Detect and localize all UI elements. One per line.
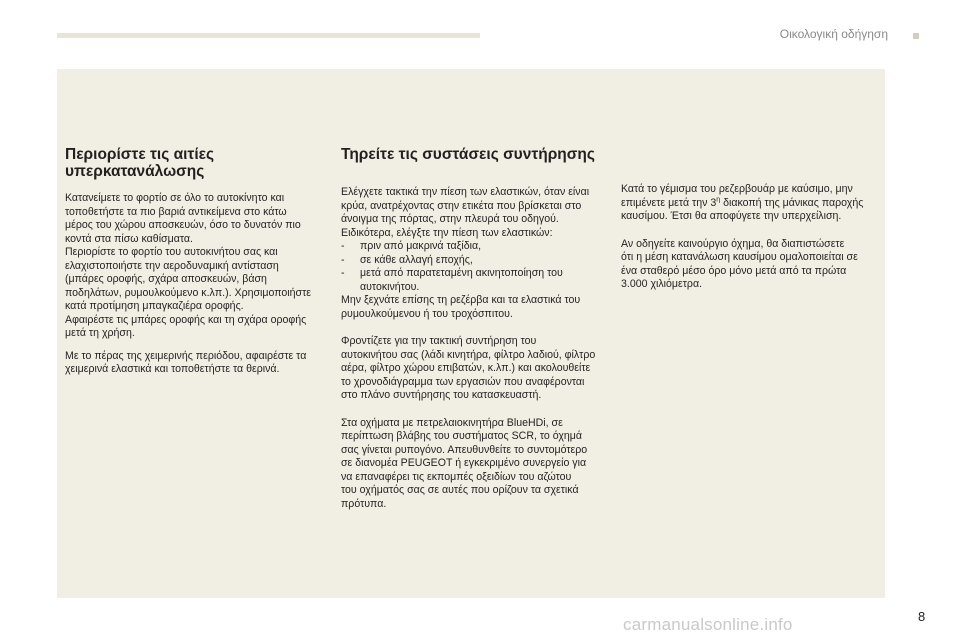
section-title: Οικολογική οδήγηση bbox=[779, 27, 888, 41]
column-left bbox=[65, 146, 325, 386]
tyre-check-list bbox=[341, 240, 607, 294]
header-rule bbox=[57, 33, 480, 38]
paragraph-load-distribution: Κατανείμετε το φορτίο σε όλο το αυτοκίνητο και τοποθετήστε τα πιο βαριά αντικείμενα στο κάτω μέρος του χώρου αποσκευών, όσο το δυνατόν πιο κοντά στα πίσω καθίσματα. Περιορίστε το φορτίο του αυτοκινήτου σας και ελαχιστοποιήστε την αεροδυναμική αντίσταση (μπάρες οροφής, σχάρα αποσκευών, βάση ποδηλάτων, ρυμουλκούμενο κ.λπ.). Χρησιμοποιήστε κατά προτίμηση μπαγκαζιέρα οροφής. Αφαιρέστε τις μπάρες οροφής και τη σχάρα οροφής μετά τη χρήση. bbox=[65, 192, 311, 339]
list-item: - σε κάθε αλλαγή εποχής, bbox=[341, 254, 607, 268]
refuel-text-start: Κατά το γέμισμα του ρεζερβουάρ με καύσιμο, μην επιμένετε μετά την 3 bbox=[621, 183, 853, 209]
column-right bbox=[621, 183, 869, 301]
ordinal-suffix: η bbox=[716, 195, 721, 203]
page-number: 8 bbox=[918, 609, 926, 624]
paragraph-new-vehicle: Αν οδηγείτε καινούργιο όχημα, θα διαπιστώσετε ότι η μέση κατανάλωση καυσίμου ομαλοποιείται σε ένα σταθερό μέσο όρο μόνο μετά από τα πρώτα 3.000 χιλιόμετρα. bbox=[621, 237, 858, 290]
list-item: - μετά από παρατεταμένη ακινητοποίηση του αυτοκινήτου. bbox=[341, 267, 607, 294]
paragraph-refuelling bbox=[621, 183, 869, 224]
watermark: carmanualsonline.info bbox=[623, 615, 793, 634]
paragraph-servicing: Φροντίζετε για την τακτική συντήρηση του αυτοκινήτου σας (λάδι κινητήρα, φίλτρο λαδιού, φίλτρο αέρα, φίλτρο χώρου επιβατών, κ.λπ.) και ακολουθείτε το χρονοδιάγραμμα των εργασιών που αναφέρονται στο πλάνο συντήρησης του κατασκευαστή. bbox=[341, 335, 596, 401]
list-item: - πριν από μακρινά ταξίδια, bbox=[341, 240, 607, 254]
paragraph-winter-tyres: Με το πέρας της χειμερινής περιόδου, αφαιρέστε τα χειμερινά ελαστικά και τοποθετήστε τα θερινά. bbox=[65, 349, 307, 375]
paragraph-tyre-pressure: Ελέγχετε τακτικά την πίεση των ελαστικών, όταν είναι κρύα, ανατρέχοντας στην ετικέτα που βρίσκεται στο άνοιγμα της πόρτας, στην πλευρά του οδηγού. Ειδικότερα, ελέγξτε την πίεση των ελαστικών: bbox=[341, 186, 590, 239]
paragraph-spare-wheel: Μην ξεχνάτε επίσης τη ρεζέρβα και τα ελαστικά του ρυμουλκούμενου ή του τροχόσπιτου. bbox=[341, 294, 581, 320]
refuel-text-end: διακοπή της μάνικας παροχής καυσίμου. Έτσι θα αποφύγετε την υπερχείλιση. bbox=[621, 196, 864, 222]
paragraph-bluehdi: Στα οχήματα με πετρελαιοκινητήρα BlueHDi, σε περίπτωση βλάβης του συστήματος SCR, το όχημά σας γίνεται ρυπογόνο. Απευθυνθείτε το συντομότερο σε διανομέα PEUGEOT ή εγκεκριμένο συνεργείο για να επαναφέρει τις εκπομπές οξειδίων του αζώτου του οχήματός σας σε αυτές που ορίζουν τα σχετικά πρότυπα. bbox=[341, 416, 588, 510]
heading-reduce-overconsumption: Περιορίστε τις αιτίες υπερκατανάλωσης bbox=[65, 146, 215, 180]
header-marker bbox=[913, 33, 919, 39]
heading-maintenance: Τηρείτε τις συστάσεις συντήρησης bbox=[341, 146, 595, 163]
column-middle bbox=[341, 146, 607, 520]
